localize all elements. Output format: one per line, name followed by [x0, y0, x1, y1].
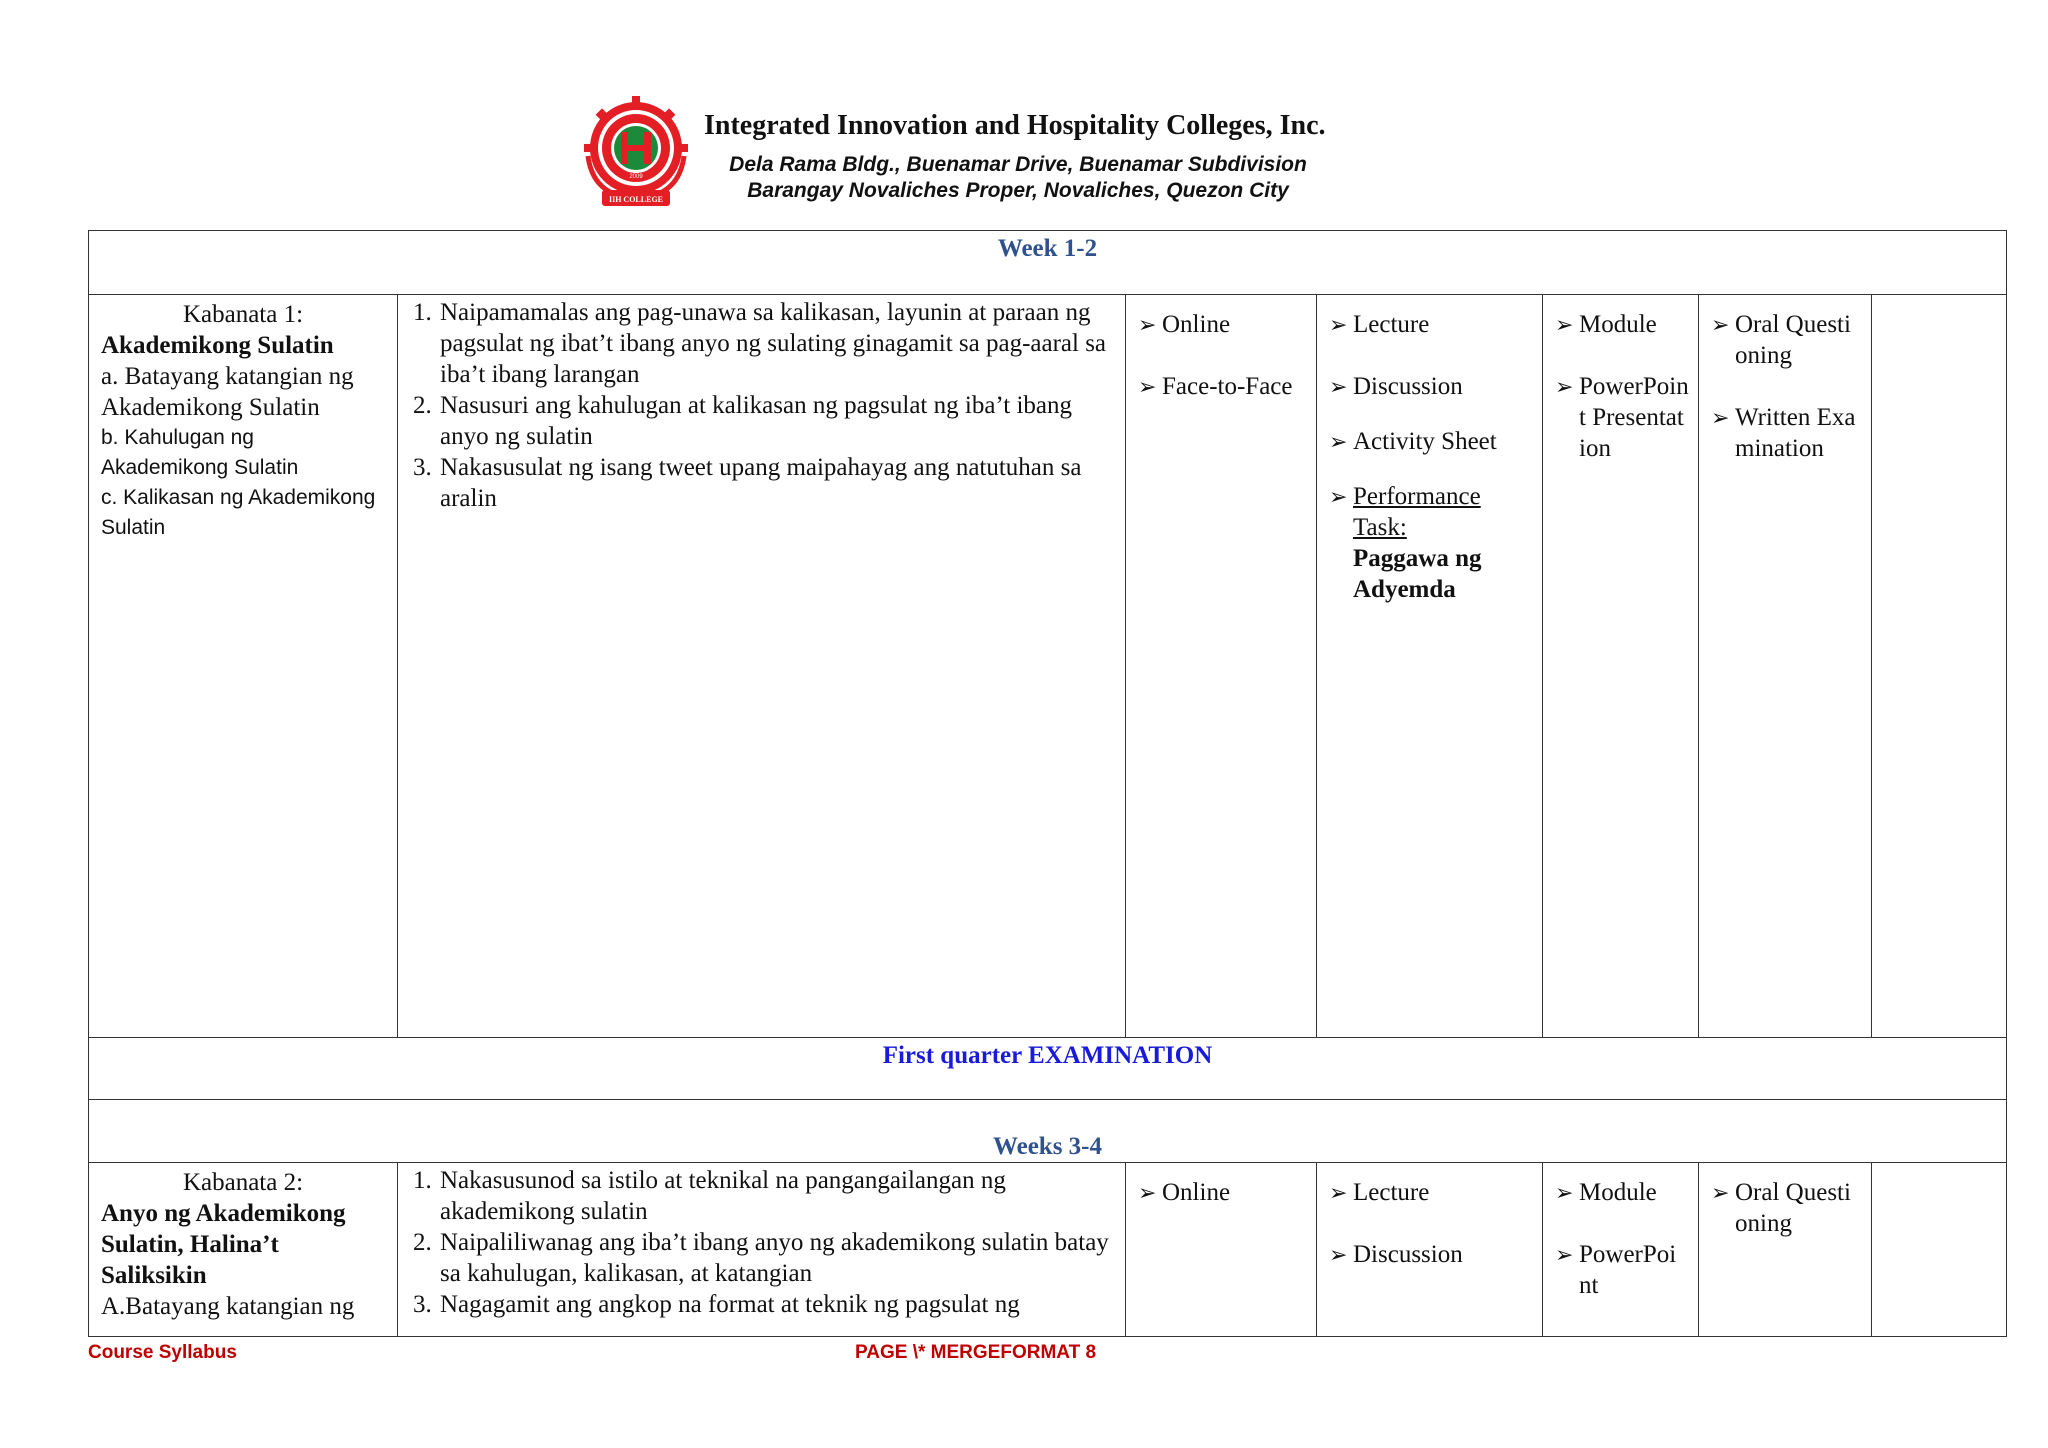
- chapter-1-objectives-cell: [398, 295, 1126, 1038]
- chapter-2-modes-cell: [1126, 1163, 1317, 1337]
- modes-list: [1126, 1163, 1316, 1208]
- college-logo: [580, 96, 692, 212]
- syllabus-table: [88, 230, 2007, 1337]
- chapter-1-cell: [89, 295, 398, 1038]
- objective-item: 1. Nakasusunod sa istilo at teknikal na pangangailangan ng akademikong sulatin: [438, 1165, 1111, 1227]
- week-3-4-row: [89, 1100, 2007, 1163]
- mode-item: ➢ Online: [1138, 1177, 1308, 1208]
- school-address: [726, 152, 1310, 204]
- assessment-item: ➢ Oral Questioning: [1711, 1177, 1863, 1239]
- chapter-2-objectives: [398, 1163, 1125, 1320]
- chapter-2-materials-cell: [1543, 1163, 1699, 1337]
- chapter-2-objectives-cell: [398, 1163, 1126, 1337]
- chapter-1-topic-c: c. Kalikasan ng Akademikong Sulatin: [101, 486, 376, 539]
- material-item: ➢ Module: [1555, 1177, 1690, 1208]
- exam-heading: First quarter EXAMINATION: [89, 1038, 2007, 1100]
- activity-item: ➢ Lecture: [1329, 1177, 1534, 1208]
- chapter-1-row: [89, 295, 2007, 1038]
- performance-task-label: Performance Task:: [1353, 483, 1481, 541]
- assessment-list: [1699, 295, 1871, 464]
- activity-item: ➢ Discussion: [1329, 1239, 1534, 1270]
- chapter-1-topic-b: b. Kahulugan ng Akademikong Sulatin: [101, 426, 299, 479]
- week-3-4-heading: Weeks 3-4: [89, 1100, 2007, 1163]
- chapter-2-activities-cell: [1317, 1163, 1543, 1337]
- activity-item: ➢ Activity Sheet: [1329, 426, 1534, 457]
- school-name: Integrated Innovation and Hospitality Colleges, Inc.: [704, 110, 1326, 141]
- chapter-1-assessment-cell: [1699, 295, 1872, 1038]
- footer-course-syllabus: Course Syllabus: [88, 1342, 237, 1363]
- footer-page-field: PAGE \* MERGEFORMAT 8: [855, 1342, 1097, 1363]
- material-item: ➢ Module: [1555, 309, 1690, 340]
- address-line-1: Dela Rama Bldg., Buenamar Drive, Buenamar Subdivision: [729, 153, 1307, 176]
- chapter-1-activities-cell: [1317, 295, 1543, 1038]
- activities-list: [1317, 1163, 1542, 1270]
- material-item: ➢ PowerPoint Presentation: [1555, 371, 1690, 464]
- chapter-1-remarks-cell: [1872, 295, 2007, 1038]
- chapter-2-assessment-cell: [1699, 1163, 1872, 1337]
- chapter-2-title: Anyo ng Akademikong Sulatin, Halina’t Saliksikin: [101, 1200, 346, 1289]
- chapter-2-topic-a: A.Batayang katangian ng: [101, 1293, 355, 1320]
- chapter-2-label: Kabanata 2:: [182, 1169, 304, 1196]
- mode-item: ➢ Online: [1138, 309, 1308, 340]
- modes-list: [1126, 295, 1316, 402]
- chapter-2-cell: [89, 1163, 398, 1337]
- week-1-2-heading: Week 1-2: [89, 231, 2007, 295]
- address-line-2: Barangay Novaliches Proper, Novaliches, Quezon City: [747, 179, 1289, 202]
- performance-task-item: [1329, 481, 1534, 605]
- objective-item: 2. Nasusuri ang kahulugan at kalikasan ng pagsulat ng iba’t ibang anyo ng sulatin: [438, 390, 1111, 452]
- activities-list: [1317, 295, 1542, 605]
- exam-row: [89, 1038, 2007, 1100]
- assessment-list: [1699, 1163, 1871, 1239]
- chapter-1-title: Akademikong Sulatin: [101, 332, 334, 359]
- objective-item: 2. Naipaliliwanag ang iba’t ibang anyo ng akademikong sulatin batay sa kahulugan, kalikasan, at katangian: [438, 1227, 1111, 1289]
- activity-item: ➢ Lecture: [1329, 309, 1534, 340]
- chapter-1-topic-a: a. Batayang katangian ng Akademikong Sulatin: [101, 363, 354, 421]
- objective-item: 3. Nagagamit ang angkop na format at teknik ng pagsulat ng: [438, 1289, 1111, 1320]
- mode-item: ➢ Face-to-Face: [1138, 371, 1308, 402]
- chapter-1-materials-cell: [1543, 295, 1699, 1038]
- chapter-2-remarks-cell: [1872, 1163, 2007, 1337]
- chapter-1-modes-cell: [1126, 295, 1317, 1038]
- objective-item: 1. Naipamamalas ang pag-unawa sa kalikasan, layunin at paraan ng pagsulat ng ibat’t ibang anyo ng sulating ginagamit sa pag-aaral sa iba’t ibang larangan: [438, 297, 1111, 390]
- objective-item: 3. Nakasusulat ng isang tweet upang maipahayag ang natutuhan sa aralin: [438, 452, 1111, 514]
- materials-list: [1543, 295, 1698, 464]
- logo-text: IIH COLLEGE: [608, 195, 664, 204]
- performance-task-title: Paggawa ng Adyemda: [1353, 545, 1482, 603]
- chapter-1-label: Kabanata 1:: [182, 301, 304, 328]
- assessment-item: ➢ Written Examination: [1711, 402, 1863, 464]
- chapter-2-row: [89, 1163, 2007, 1337]
- materials-list: [1543, 1163, 1698, 1301]
- document-header: [580, 96, 1400, 216]
- chapter-1-objectives: [398, 295, 1125, 514]
- activity-item: ➢ Discussion: [1329, 371, 1534, 402]
- assessment-item: ➢ Oral Questioning: [1711, 309, 1863, 371]
- week-1-2-row: [89, 231, 2007, 295]
- logo-year: 2009: [629, 174, 643, 180]
- material-item: ➢ PowerPoi nt: [1555, 1239, 1690, 1301]
